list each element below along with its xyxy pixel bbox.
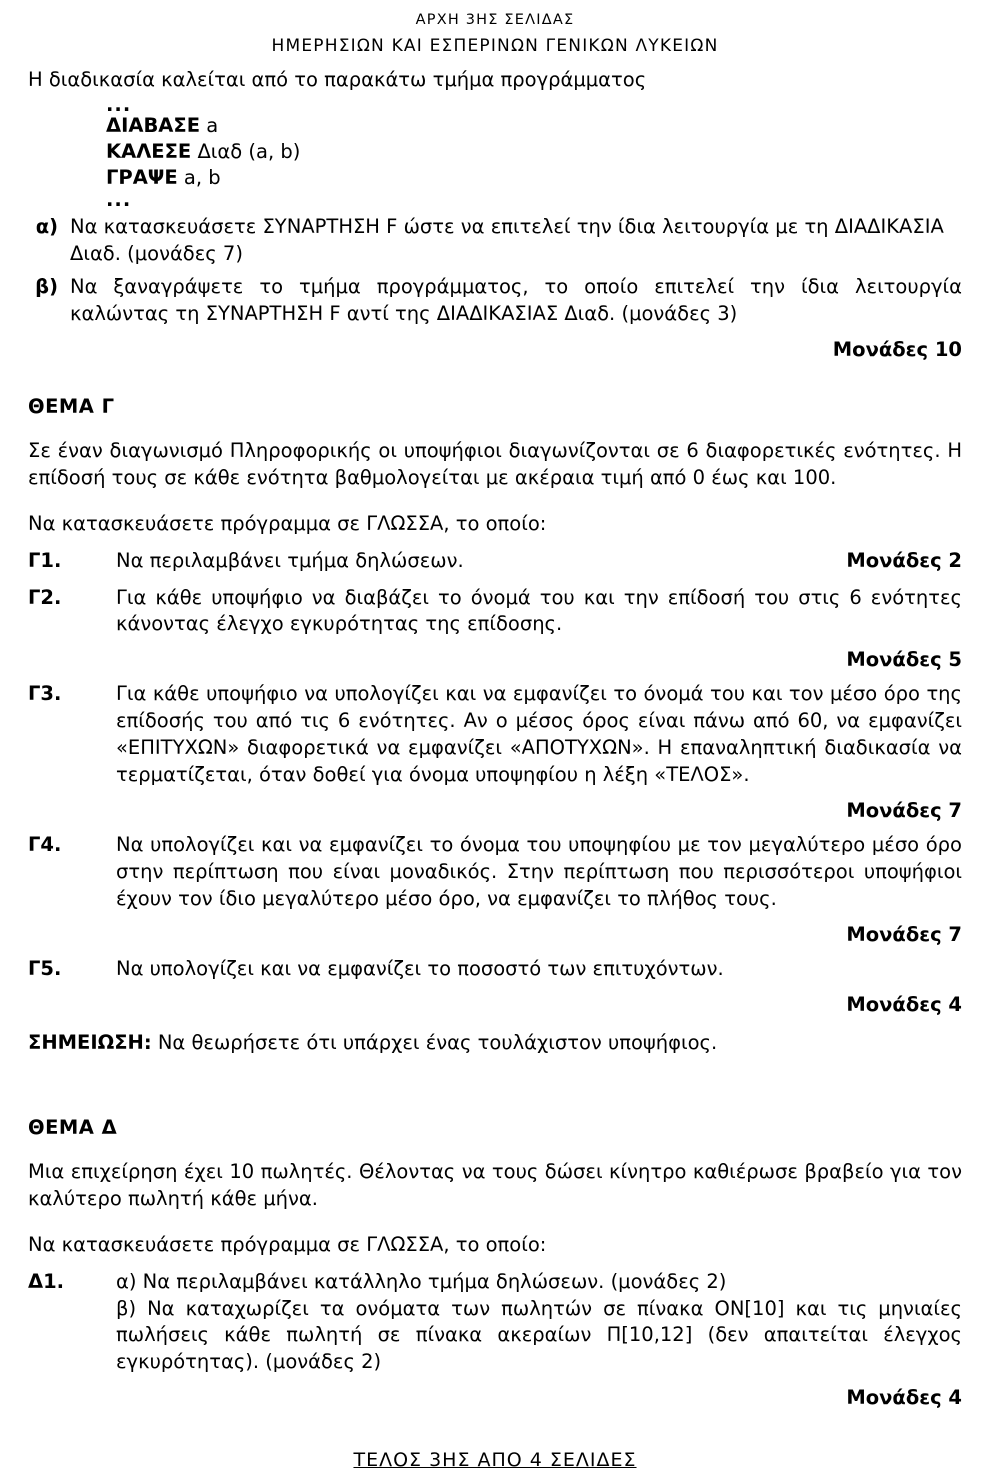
- list-item: [28, 214, 962, 268]
- question-number: Γ2.: [28, 585, 62, 609]
- question-text: Να περιλαμβάνει τμήμα δηλώσεων.: [116, 548, 464, 572]
- question-number: Δ1.: [28, 1269, 65, 1293]
- note-text: Να θεωρήσετε ότι υπάρχει ένας τουλάχιστον υποψήφιος.: [151, 1030, 718, 1054]
- note-gamma: [28, 1030, 962, 1057]
- question-body: [116, 548, 962, 575]
- question-text: Για κάθε υποψήφιο να υπολογίζει και να εμφανίζει το όνομά του και τον μέσο όρο της επίδοσής του από τις 6 ενότητες. Αν ο μέσος όρος είναι πάνω από 60, να εμφανίζει «ΕΠΙΤΥΧΩΝ» διαφορετικά να εμφανίζει «ΑΠΟΤΥΧΩΝ». Η επαναληπτική διαδικασία να τερματίζεται, όταν δοθεί για όνομα υποψηφίου η λέξη «ΤΕΛΟΣ».: [116, 682, 962, 787]
- question-number: Γ4.: [28, 832, 62, 856]
- code-line-2: [106, 139, 962, 165]
- monades-g5: Μονάδες 4: [846, 992, 962, 1016]
- code-keyword-kalese: ΚΑΛΕΣΕ: [106, 140, 192, 164]
- code-dots-top: ...: [106, 92, 132, 116]
- code-block: [106, 92, 962, 211]
- note-label: ΣΗΜΕΙΩΣΗ:: [28, 1030, 152, 1054]
- code-keyword-diavase: ΔΙΑΒΑΣΕ: [106, 114, 201, 138]
- theme-delta-intro-1: Μια επιχείρηση έχει 10 πωλητές. Θέλοντας να τους δώσει κίνητρο καθιέρωσε βραβείο για τον καλύτερο πωλητή κάθε μήνα.: [28, 1160, 962, 1210]
- question-text: Για κάθε υποψήφιο να διαβάζει το όνομά του και την επίδοσή του στις 6 ενότητες κάνοντας έλεγχο εγκυρότητας της επίδοσης.: [116, 585, 962, 636]
- list-item-text: Να κατασκευάσετε ΣΥΝΑΡΤΗΣΗ F ώστε να επιτελεί την ίδια λειτουργία με τη ΔΙΑΔΙΚΑΣΙΑ Διαδ. (μονάδες 7): [70, 215, 944, 266]
- code-line-1: [106, 113, 962, 139]
- code-keyword-grapse: ΓΡΑΨΕ: [106, 165, 178, 189]
- page-footer: ΤΕΛΟΣ 3ΗΣ ΑΠΟ 4 ΣΕΛΙΔΕΣ: [353, 1449, 637, 1472]
- monades-g2: Μονάδες 5: [846, 648, 962, 672]
- question-d1-line-b: β) Να καταχωρίζει τα ονόματα των πωλητών σε πίνακα ΟΝ[10] και τις μηνιαίες πωλήσεις κάθε πωλητή σε πίνακα ακεραίων Π[10,12] (δεν απαιτείται έλεγχος εγκυρότητας). (μονάδες 2): [116, 1296, 962, 1374]
- code-dots-bottom: ...: [106, 187, 132, 211]
- theme-gamma-intro-2: Να κατασκευάσετε πρόγραμμα σε ΓΛΩΣΣΑ, το οποίο:: [28, 512, 547, 536]
- question-text: Να υπολογίζει και να εμφανίζει το ποσοστό των επιτυχόντων.: [116, 956, 724, 980]
- question-g2: [28, 585, 962, 639]
- theme-gamma-title: ΘΕΜΑ Γ: [28, 395, 115, 419]
- question-d1: [28, 1269, 962, 1377]
- code-args-1: a: [200, 114, 219, 138]
- theme-delta-title: ΘΕΜΑ Δ: [28, 1116, 118, 1140]
- monades-g3: Μονάδες 7: [846, 798, 962, 822]
- intro-paragraph: Η διαδικασία καλείται από το παρακάτω τμήμα προγράμματος: [28, 68, 647, 92]
- list-item-marker: α): [35, 215, 58, 239]
- list-item-text: Να ξαναγράψετε το τμήμα προγράμματος, το οποίο επιτελεί την ίδια λειτουργία καλώντας τη ΣΥΝΑΡΤΗΣΗ F αντί της ΔΙΑΔΙΚΑΣΙΑΣ Διαδ. (μονάδες 3): [70, 275, 962, 326]
- monades-g4: Μονάδες 7: [846, 922, 962, 946]
- code-line-3: [106, 165, 962, 191]
- question-g3: [28, 681, 962, 789]
- list-item-marker: β): [35, 275, 58, 299]
- theme-gamma-intro-1: Σε έναν διαγωνισμό Πληροφορικής οι υποψήφιοι διαγωνίζονται σε 6 διαφορετικές ενότητες. Η επίδοσή τους σε κάθε ενότητα βαθμολογείται με ακέραια τιμή από 0 έως και 100.: [28, 439, 962, 489]
- code-args-3: a, b: [177, 165, 221, 189]
- code-args-2: Διαδ (a, b): [191, 140, 301, 164]
- question-g1: [28, 548, 962, 575]
- theme-delta-intro-2: Να κατασκευάσετε πρόγραμμα σε ΓΛΩΣΣΑ, το οποίο:: [28, 1233, 547, 1257]
- header-line-2: ΗΜΕΡΗΣΙΩΝ ΚΑΙ ΕΣΠΕΡΙΝΩΝ ΓΕΝΙΚΩΝ ΛΥΚΕΙΩΝ: [271, 35, 719, 56]
- header-line-1: ΑΡΧΗ 3ΗΣ ΣΕΛΙΔΑΣ: [415, 12, 575, 28]
- question-number: Γ1.: [28, 548, 62, 572]
- page-header: [28, 10, 962, 59]
- question-number: Γ3.: [28, 682, 62, 706]
- monades-total-b: Μονάδες 10: [832, 338, 962, 362]
- question-d1-line-a: α) Να περιλαμβάνει κατάλληλο τμήμα δηλώσεων. (μονάδες 2): [116, 1269, 727, 1293]
- question-body: [116, 1269, 962, 1377]
- question-number: Γ5.: [28, 956, 62, 980]
- section-spacer: [28, 1056, 962, 1082]
- monades-g1: Μονάδες 2: [846, 548, 962, 572]
- question-g4: [28, 832, 962, 913]
- question-text: Να υπολογίζει και να εμφανίζει το όνομα του υποψηφίου με τον μεγαλύτερο μέσο όρο στην περίπτωση που είναι μοναδικός. Στην περίπτωση που περισσότεροι υποψήφιοι έχουν τον ίδιο μεγαλύτερο μέσο όρο, να εμφανίζει το πλήθος τους.: [116, 832, 962, 910]
- list-item: [28, 274, 962, 328]
- question-g5: [28, 956, 962, 983]
- monades-d1: Μονάδες 4: [846, 1386, 962, 1410]
